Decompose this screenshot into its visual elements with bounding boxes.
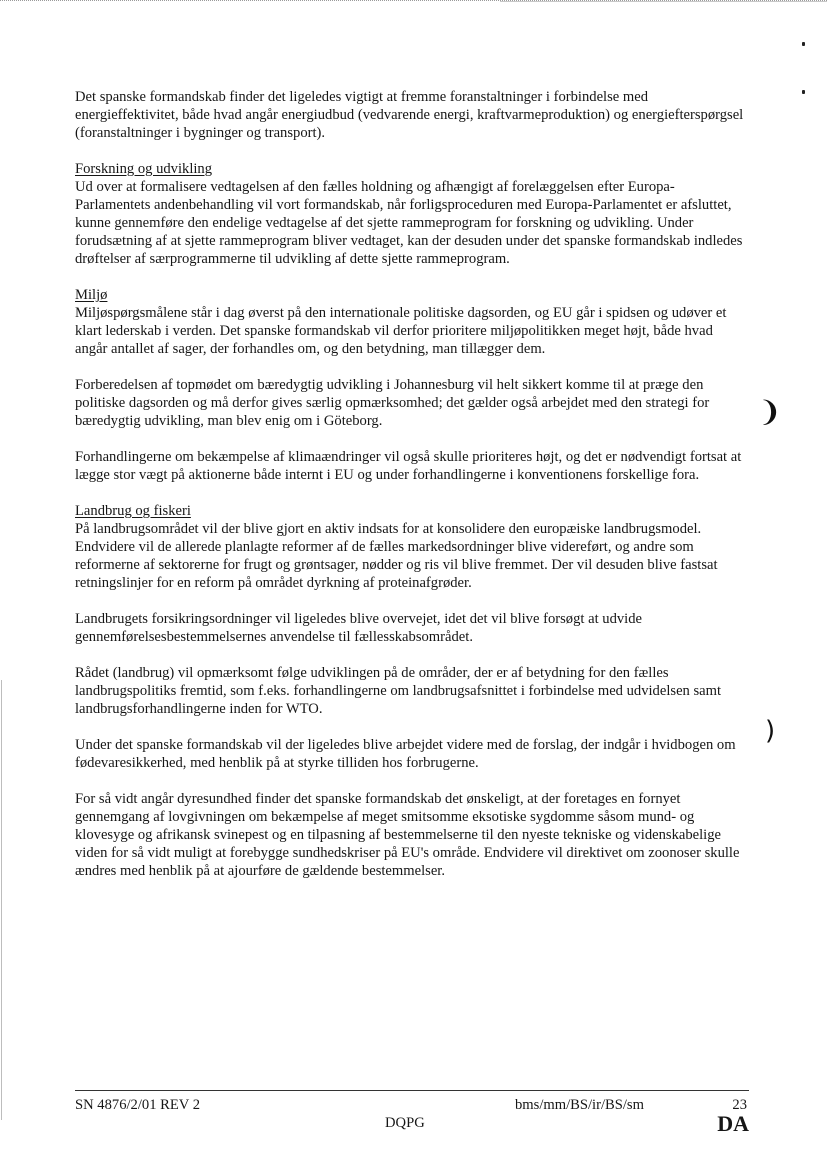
paragraph: Landbrugets forsikringsordninger vil ligeledes blive overvejet, idet det vil blive forsøgt at udvide gennemførelsesbestemmelsernes anvendelse til fællesskabsområdet. [75,611,642,645]
author-codes: bms/mm/BS/ir/BS/sm [515,1097,644,1113]
paragraph: Rådet (landbrug) vil opmærksomt følge udviklingen på de områder, der er af betydning for den fælles landbrugspolitiks fremtid, som f.eks. forhandlingerne om landbrugsafsnittet i forbindelse med udvidelsen samt landbrugsforhandlingerne inden for WTO. [75,665,722,717]
paragraph: Ud over at formalisere vedtagelsen af den fælles holdning og afhængigt af forelæggelsen efter Europa-Parlamentets andenbehandling vil vort formandskab, når forligsproceduren med Europa-Parlamentet er afsluttet, kunne gennemføre den endelige vedtagelse af det sjette rammeprogram for forskning og udvikling. Under forudsætning af at sjette rammeprogram bliver vedtaget, kan der desuden under det spanske formandskab indledes drøftelser af særprogrammerne til udvikling af dette sjette rammeprogram. [75,179,743,267]
paragraph: Miljøspørgsmålene står i dag øverst på den internationale politiske dagsorden, og EU går i spidsen og udøver et klart lederskab i verden. Det spanske formandskab vil derfor prioritere miljøpolitikken meget højt, både hvad angår antallet af sager, der forhandles om, og den betydning, man tillægger dem. [75,305,727,357]
intro-paragraph: Det spanske formandskab finder det ligeledes vigtigt at fremme foranstaltninger i forbindelse med energieffektivitet, både hvad angår energiudbud (vedvarende energi, kraftvarmeproduktion) og energiefterspørgsel (foranstaltninger i bygninger og transport). [75,89,744,141]
section-agriculture [75,502,745,880]
document-body [75,88,745,880]
punch-hole-icon: ❩ [758,395,782,428]
page-footer [75,1096,749,1136]
section-heading-research: Forskning og udvikling [75,161,213,177]
language-code: DA [717,1111,749,1136]
footer-rule [75,1090,749,1091]
section-research [75,160,745,268]
scan-left-edge [1,680,2,1120]
paragraph: Under det spanske formandskab vil der ligeledes blive arbejdet videre med de forslag, der indgår i hvidbogen om fødevaresikkerhed, med henblik på at styrke tilliden hos forbrugerne. [75,737,736,771]
paragraph: Forhandlingerne om bekæmpelse af klimaændringer vil også skulle prioriteres højt, og det er nødvendigt fortsat at lægge stor vægt på aktionerne både internt i EU og under forhandlingerne i konventionens forskellige fora. [75,449,742,483]
section-heading-agriculture: Landbrug og fiskeri [75,503,191,519]
department-code: DQPG [385,1115,425,1131]
paragraph: På landbrugsområdet vil der blive gjort en aktiv indsats for at konsolidere den europæiske landbrugsmodel. Endvidere vil de allerede planlagte reformer af de fælles markedsordninger blive videreført, og andre som reformerne af sektorerne for frugt og grøntsager, nødder og ris vil blive fremmet. Der vil desuden blive fastsat retningslinjer for en reform på området dyrkning af proteinafgrøder. [75,521,718,591]
scan-dot-mark [802,42,805,46]
paragraph: Forberedelsen af topmødet om bæredygtig udvikling i Johannesburg vil helt sikkert komme til at præge den politiske dagsorden og må derfor gives særlig opmærksomhed; det gælder også arbejdet med den strategi for bæredygtig udvikling, man blev enig om i Göteborg. [75,377,710,429]
paragraph: For så vidt angår dyresundhed finder det spanske formandskab det ønskeligt, at der foretages en fornyet gennemgang af lovgivningen om bekæmpelse af meget smitsomme eksotiske sygdomme såsom mund- og klovesyge og afrikansk svinepest og en tilpasning af bestemmelserne til den nyeste tekniske og videnskabelige viden for så vidt muligt at forebygge sundhedskriser på EU's område. Endvidere vil direktivet om zoonoser skulle ændres med henblik på at ajourføre de gældende bestemmelser. [75,791,740,879]
section-heading-environment: Miljø [75,287,108,303]
document-reference: SN 4876/2/01 REV 2 [75,1097,201,1113]
scan-top-edge-line [500,1,827,2]
section-environment [75,286,745,484]
scan-dot-mark [802,90,805,94]
punch-hole-icon: ) [765,716,776,746]
page-number: 23 [732,1097,747,1113]
